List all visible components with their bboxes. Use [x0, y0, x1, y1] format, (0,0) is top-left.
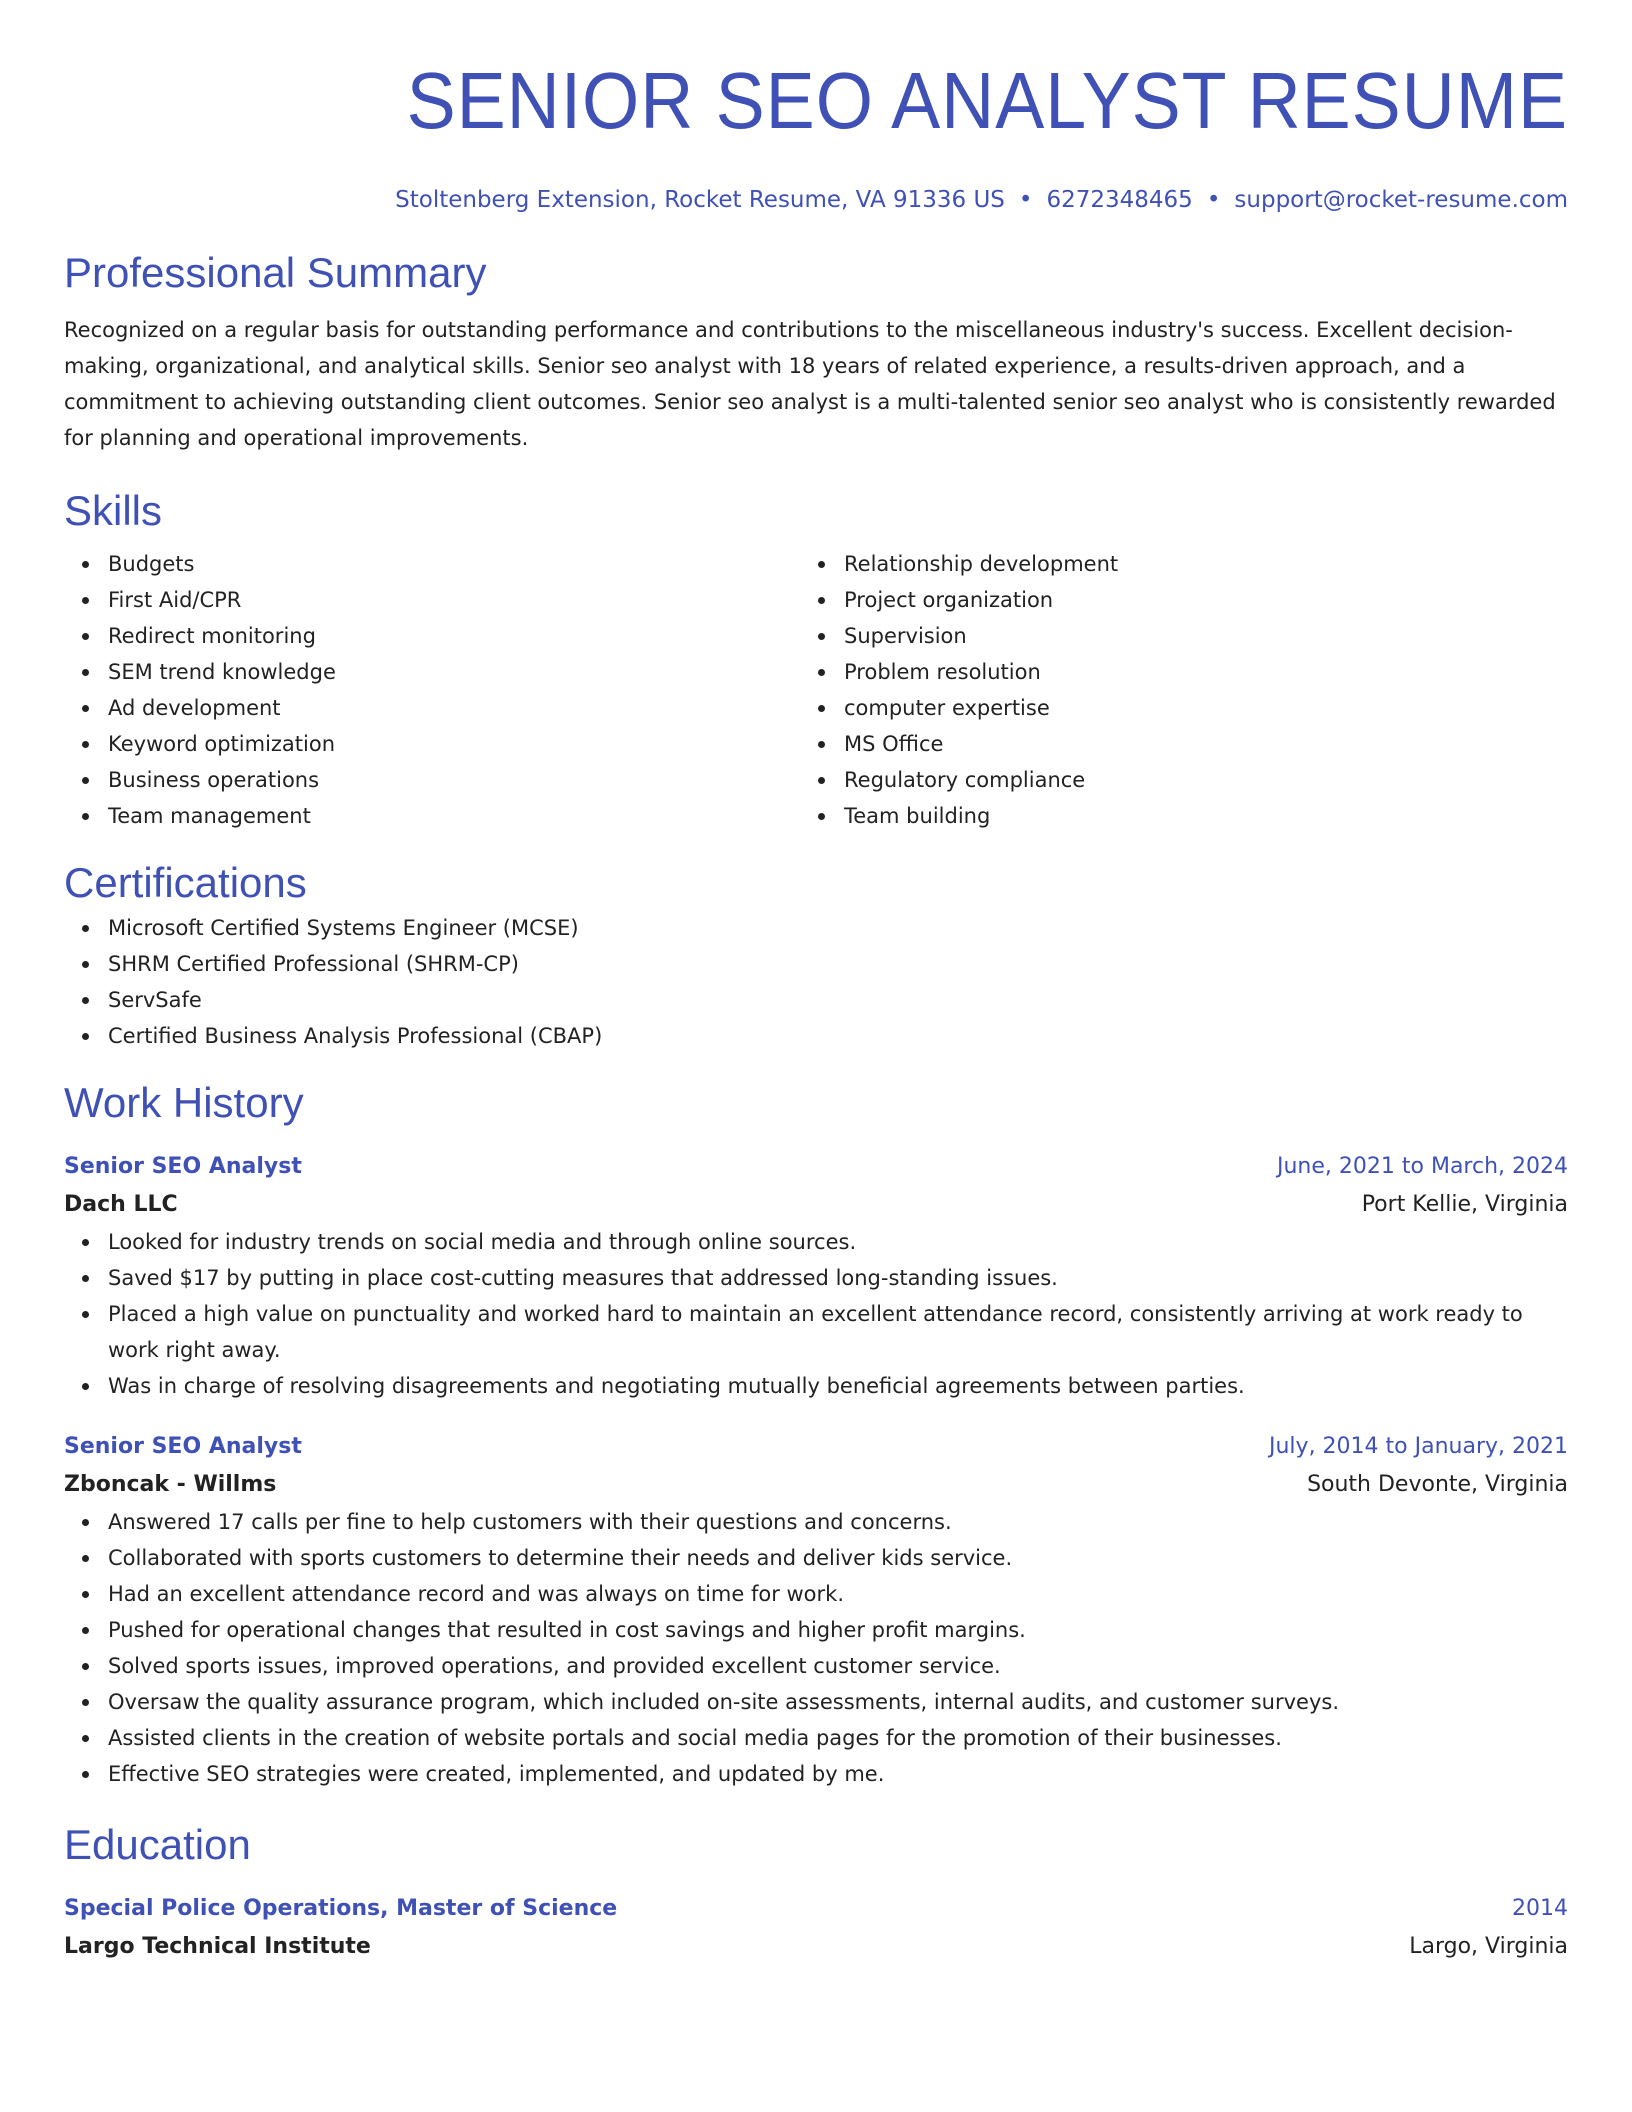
job-header-row: [64, 1428, 1568, 1466]
contact-email[interactable]: support@rocket-resume.com: [1234, 187, 1568, 213]
contact-separator: •: [1206, 187, 1221, 213]
skills-grid: [64, 546, 1568, 834]
job-duty: Placed a high value on punctuality and worked hard to maintain an excellent attendance record, consistently arriving at work ready to work right away.: [108, 1296, 1568, 1368]
job-location: South Devonte, Virginia: [1307, 1472, 1568, 1497]
job-company: Dach LLC: [64, 1192, 178, 1217]
job-header-row: [64, 1148, 1568, 1186]
skills-column-right: [800, 546, 1536, 834]
certifications-list: [64, 910, 1568, 1054]
certification-item: SHRM Certified Professional (SHRM-CP): [108, 946, 1568, 982]
education-header-row: [64, 1890, 1568, 1928]
skill-item: Business operations: [108, 762, 800, 798]
skills-list-left: [64, 546, 800, 834]
contact-address: Stoltenberg Extension, Rocket Resume, VA 91336 US: [395, 187, 1005, 213]
job-duty: Was in charge of resolving disagreements and negotiating mutually beneficial agreements between parties.: [108, 1368, 1568, 1404]
job-entry: [64, 1148, 1568, 1404]
skill-item: computer expertise: [844, 690, 1536, 726]
skill-item: SEM trend knowledge: [108, 654, 800, 690]
resume-title: SENIOR SEO ANALYST RESUME: [406, 56, 1568, 145]
certification-item: Microsoft Certified Systems Engineer (MCSE): [108, 910, 1568, 946]
skill-item: Team building: [844, 798, 1536, 834]
certifications-heading: Certifications: [64, 859, 307, 906]
skill-item: Problem resolution: [844, 654, 1536, 690]
skill-item: Project organization: [844, 582, 1536, 618]
skill-item: First Aid/CPR: [108, 582, 800, 618]
contact-phone[interactable]: 6272348465: [1046, 187, 1193, 213]
skill-item: Team management: [108, 798, 800, 834]
job-company-row: [64, 1186, 1568, 1224]
certification-item: ServSafe: [108, 982, 1568, 1018]
job-duty: Effective SEO strategies were created, implemented, and updated by me.: [108, 1756, 1568, 1792]
skill-item: Budgets: [108, 546, 800, 582]
summary-text: Recognized on a regular basis for outstanding performance and contributions to the miscellaneous industry's success. Excellent decision-making, organizational, and analytical skills. Senior seo analyst with 18 years of related experience, a results-driven approach, and a commitment to achieving outstanding client outcomes. Senior seo analyst is a multi-talented senior seo analyst who is consistently rewarded for planning and operational improvements.: [64, 318, 1556, 450]
job-dates: June, 2021 to March, 2024: [1277, 1154, 1568, 1179]
skill-item: Regulatory compliance: [844, 762, 1536, 798]
job-duty: Pushed for operational changes that resulted in cost savings and higher profit margins.: [108, 1612, 1568, 1648]
education-location: Largo, Virginia: [1409, 1934, 1568, 1959]
job-company-row: [64, 1466, 1568, 1504]
contact-separator: •: [1018, 187, 1033, 213]
skill-item: Redirect monitoring: [108, 618, 800, 654]
job-duty: Oversaw the quality assurance program, which included on-site assessments, internal audits, and customer surveys.: [108, 1684, 1568, 1720]
education-heading: Education: [64, 1821, 251, 1868]
education-year: 2014: [1512, 1896, 1568, 1921]
job-duty: Had an excellent attendance record and was always on time for work.: [108, 1576, 1568, 1612]
job-entry: [64, 1428, 1568, 1792]
skills-list-right: [800, 546, 1536, 834]
contact-line: [64, 184, 1568, 216]
job-duty: Assisted clients in the creation of website portals and social media pages for the promotion of their businesses.: [108, 1720, 1568, 1756]
education-entry: [64, 1890, 1568, 1966]
job-duty: Looked for industry trends on social media and through online sources.: [108, 1224, 1568, 1260]
skills-heading: Skills: [64, 487, 163, 534]
job-duty: Answered 17 calls per fine to help customers with their questions and concerns.: [108, 1504, 1568, 1540]
summary-heading: Professional Summary: [64, 249, 487, 296]
job-duty: Collaborated with sports customers to determine their needs and deliver kids service.: [108, 1540, 1568, 1576]
skill-item: MS Office: [844, 726, 1536, 762]
job-duty: Solved sports issues, improved operations, and provided excellent customer service.: [108, 1648, 1568, 1684]
job-duties-list: [64, 1504, 1568, 1792]
job-role: Senior SEO Analyst: [64, 1154, 302, 1179]
job-location: Port Kellie, Virginia: [1361, 1192, 1568, 1217]
skill-item: Ad development: [108, 690, 800, 726]
skill-item: Supervision: [844, 618, 1536, 654]
skills-column-left: [64, 546, 800, 834]
job-duty: Saved $17 by putting in place cost-cutting measures that addressed long-standing issues.: [108, 1260, 1568, 1296]
education-school-row: [64, 1928, 1568, 1966]
skill-item: Relationship development: [844, 546, 1536, 582]
certification-item: Certified Business Analysis Professional (CBAP): [108, 1018, 1568, 1054]
job-dates: July, 2014 to January, 2021: [1269, 1434, 1568, 1459]
skill-item: Keyword optimization: [108, 726, 800, 762]
education-degree: Special Police Operations, Master of Science: [64, 1896, 618, 1921]
job-role: Senior SEO Analyst: [64, 1434, 302, 1459]
job-company: Zboncak - Willms: [64, 1472, 277, 1497]
work-history-heading: Work History: [64, 1079, 304, 1126]
education-school: Largo Technical Institute: [64, 1934, 371, 1959]
job-duties-list: [64, 1224, 1568, 1404]
